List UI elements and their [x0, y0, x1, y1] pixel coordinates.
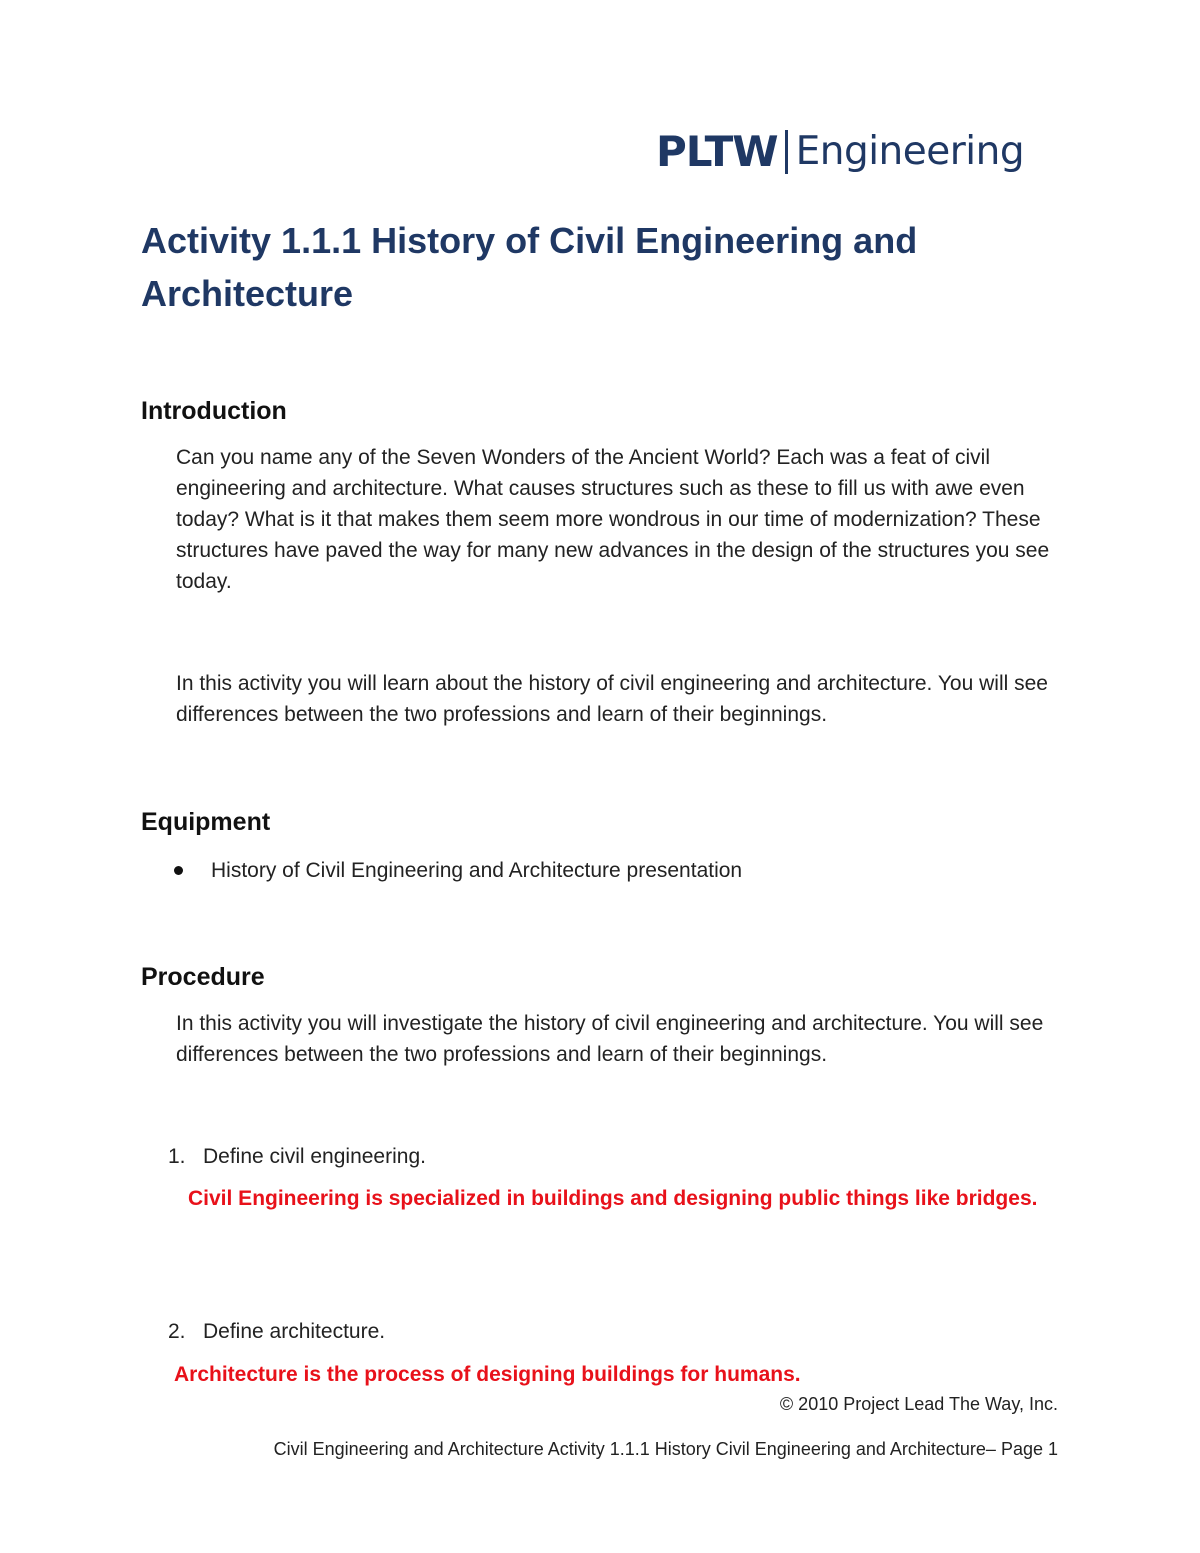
procedure-step-2 [168, 1316, 385, 1347]
step-number: 1. [168, 1145, 186, 1168]
copyright-notice: © 2010 Project Lead The Way, Inc. [779, 1394, 1058, 1414]
answer-2: Architecture is the process of designing buildings for humans. [174, 1363, 801, 1386]
logo-program: Engineering [795, 129, 1025, 174]
answer-1: Civil Engineering is specialized in buildings and designing public things like bridges. [188, 1187, 1038, 1210]
step-number: 2. [168, 1320, 186, 1343]
procedure-heading: Procedure [141, 963, 265, 991]
pltw-engineering-logo [656, 126, 1024, 178]
step-text: Define civil engineering. [203, 1145, 426, 1168]
page-footer: Civil Engineering and Architecture Activity 1.1.1 History Civil Engineering and Architecture– Page 1 [273, 1439, 1058, 1459]
bullet-icon [174, 866, 183, 875]
procedure-paragraph: In this activity you will investigate the history of civil engineering and architecture. You will see differences between the two professions and learn of their beginnings. [176, 1012, 1044, 1066]
logo-divider [785, 130, 788, 174]
page-title: Activity 1.1.1 History of Civil Engineering and Architecture [141, 220, 918, 314]
logo-brand: PLTW [656, 127, 778, 176]
procedure-step-1 [168, 1141, 426, 1172]
introduction-heading: Introduction [141, 397, 287, 425]
step-text: Define architecture. [203, 1320, 386, 1343]
equipment-list-item [174, 855, 742, 886]
introduction-paragraph-2: In this activity you will learn about the history of civil engineering and architecture. You will see differences between the two professions and learn of their beginnings. [176, 672, 1048, 726]
equipment-item-label: History of Civil Engineering and Architecture presentation [211, 859, 743, 882]
introduction-paragraph-1: Can you name any of the Seven Wonders of the Ancient World? Each was a feat of civil engineering and architecture. What causes structures such as these to fill us with awe even today? What is it that makes them seem more wondrous in our time of modernization? These structures have paved the way for many new advances in the design of the structures you see today. [176, 446, 1050, 593]
equipment-heading: Equipment [141, 808, 271, 836]
